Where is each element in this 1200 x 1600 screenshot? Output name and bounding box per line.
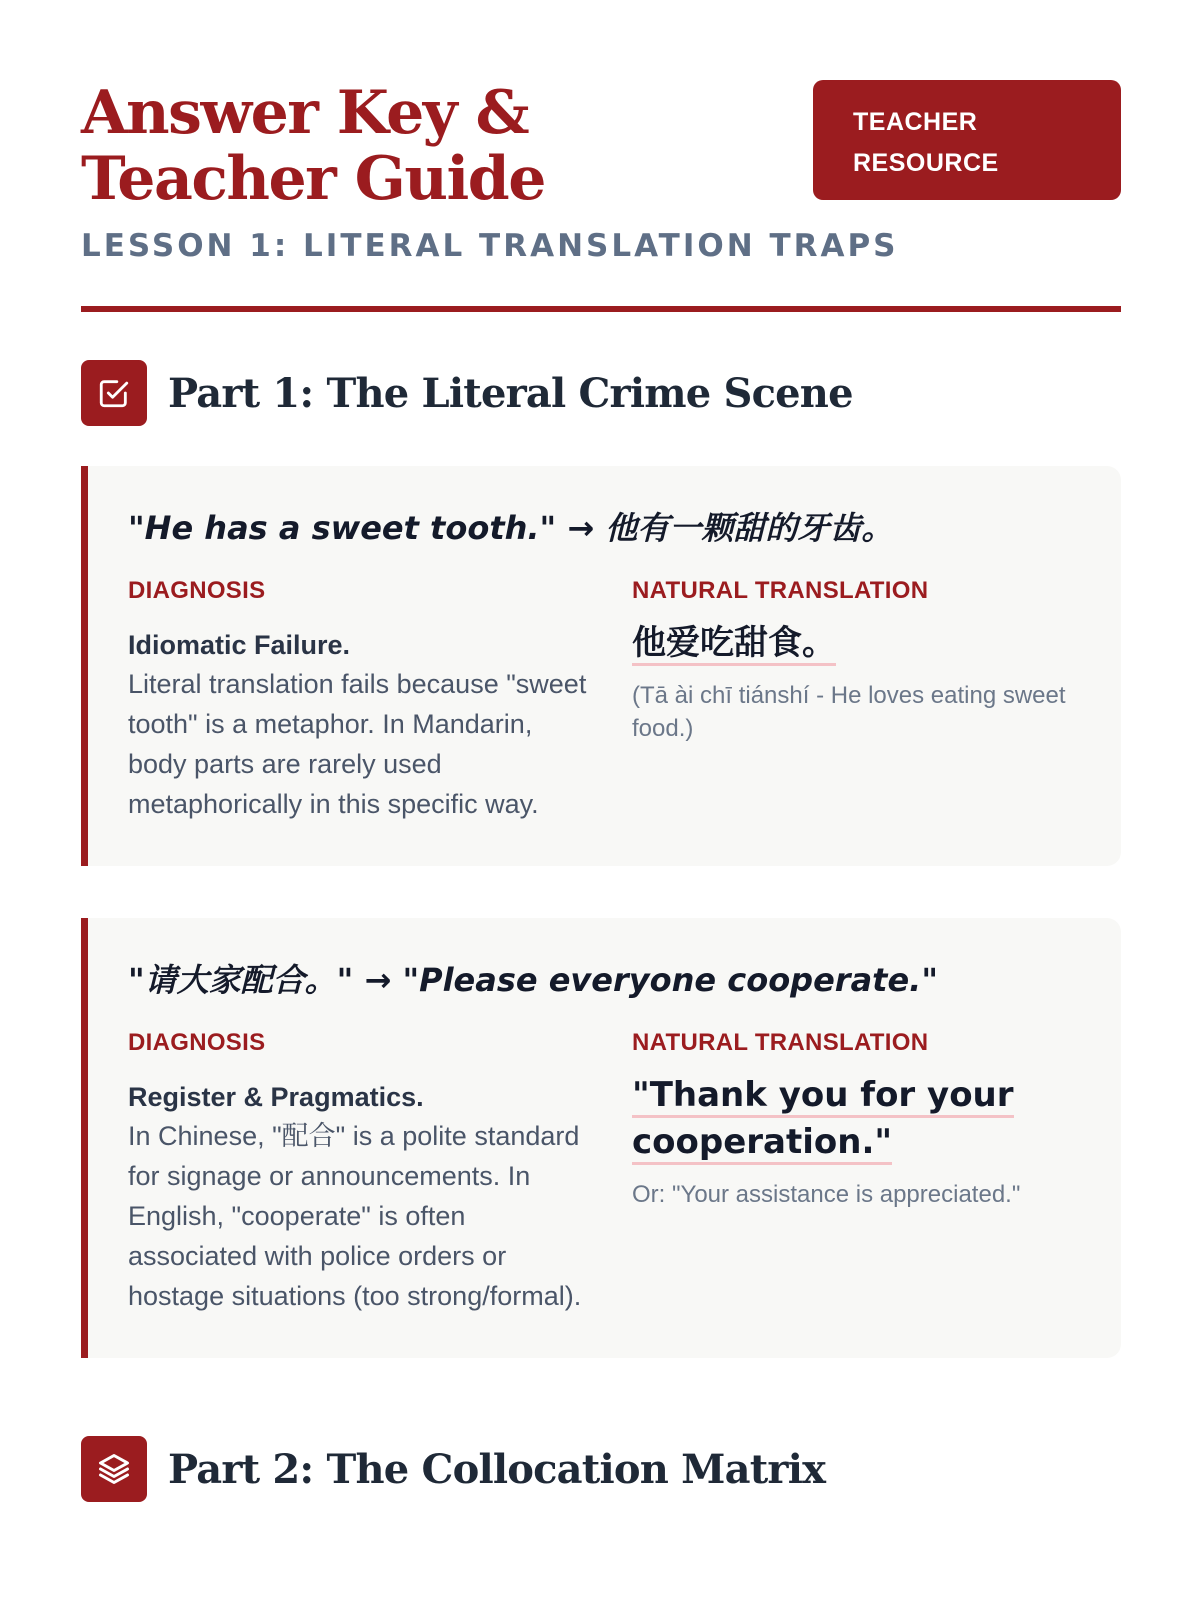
natural-translation-column	[632, 576, 1081, 824]
natural-translation-text	[632, 1072, 1081, 1166]
section-title-part-2: Part 2: The Collocation Matrix	[168, 1445, 826, 1493]
natural-translation-label: NATURAL TRANSLATION	[632, 1029, 929, 1056]
diagnosis-label: DIAGNOSIS	[128, 577, 266, 604]
section-header-part-1	[81, 360, 1121, 426]
translation-prompt: "请大家配合。" → "Please everyone cooperate."	[128, 961, 938, 999]
diagnosis-column	[128, 576, 592, 824]
answer-card	[81, 918, 1121, 1358]
diagnosis-column	[128, 1028, 592, 1316]
layers-icon	[81, 1436, 147, 1502]
checkbox-icon	[81, 360, 147, 426]
badge-line-2: RESOURCE	[853, 149, 999, 177]
section-title-part-1: Part 1: The Literal Crime Scene	[168, 369, 853, 417]
natural-translation-column	[632, 1028, 1081, 1316]
natural-translation-value: 他爱吃甜食。	[632, 623, 836, 666]
diagnosis-title: Register & Pragmatics.	[128, 1082, 424, 1112]
answer-card	[81, 466, 1121, 866]
natural-translation-note: Or: "Your assistance is appreciated."	[632, 1181, 1021, 1208]
natural-translation-label: NATURAL TRANSLATION	[632, 577, 929, 604]
lesson-subtitle: LESSON 1: LITERAL TRANSLATION TRAPS	[81, 228, 899, 264]
page-title: Answer Key & Teacher Guide	[81, 78, 545, 214]
page-header	[81, 80, 1121, 312]
teacher-resource-badge	[813, 80, 1121, 200]
natural-translation-text	[632, 620, 1081, 667]
translation-prompt: "He has a sweet tooth." → 他有一颗甜的牙齿。	[128, 509, 894, 547]
natural-translation-note: (Tā ài chī tiánshí - He loves eating sweet food.)	[632, 682, 1066, 742]
answer-columns	[128, 1028, 1081, 1316]
diagnosis-title: Idiomatic Failure.	[128, 630, 351, 660]
badge-line-1: TEACHER	[853, 108, 978, 136]
diagnosis-body: Literal translation fails because "sweet tooth" is a metaphor. In Mandarin, body parts are rarely used metaphorically in this specific way.	[128, 669, 587, 819]
answer-columns	[128, 576, 1081, 824]
natural-translation-value: "Thank you for your cooperation."	[632, 1075, 1014, 1165]
answer-key-page	[81, 80, 1121, 1502]
section-header-part-2	[81, 1436, 1121, 1502]
diagnosis-label: DIAGNOSIS	[128, 1029, 266, 1056]
diagnosis-body: In Chinese, "配合" is a polite standard for signage or announcements. In English, "cooperate" is often associated with police orders or hostage situations (too strong/formal).	[128, 1121, 582, 1311]
header-divider	[81, 306, 1121, 312]
